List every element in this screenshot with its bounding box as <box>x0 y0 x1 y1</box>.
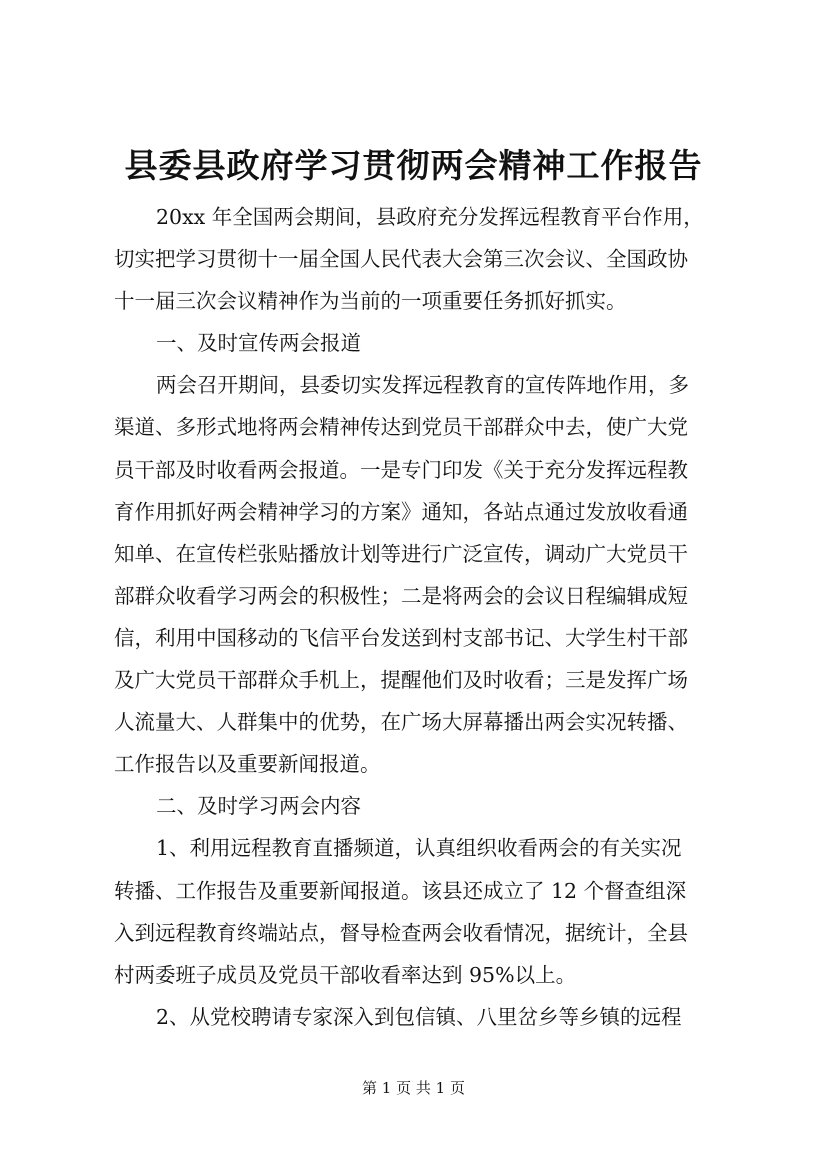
section-heading: 二、及时学习两会内容 <box>156 794 361 819</box>
body-line: 十一届三次会议精神作为当前的一项重要任务抓好抓实。 <box>114 289 627 314</box>
body-line: 人流量大、人群集中的优势，在广场大屏幕播出两会实况转播、 <box>114 710 688 735</box>
body-line: 切实把学习贯彻十一届全国人民代表大会第三次会议、全国政协 <box>114 247 688 272</box>
body-line: 渠道、多形式地将两会精神传达到党员干部群众中去，使广大党 <box>114 415 688 440</box>
body-line: 入到远程教育终端站点，督导检查两会收看情况，据统计，全县 <box>114 920 688 945</box>
body-line: 及广大党员干部群众手机上，提醒他们及时收看；三是发挥广场 <box>114 668 688 693</box>
body-line: 转播、工作报告及重要新闻报道。该县还成立了 12 个督查组深 <box>114 878 687 903</box>
body-line: 员干部及时收看两会报道。一是专门印发《关于充分发挥远程教 <box>114 457 688 482</box>
body-line: 村两委班子成员及党员干部收看率达到 95%以上。 <box>114 962 577 987</box>
body-line: 2、从党校聘请专家深入到包信镇、八里岔乡等乡镇的远程 <box>156 1004 682 1029</box>
body-line: 育作用抓好两会精神学习的方案》通知，各站点通过发放收看通 <box>114 499 688 524</box>
page-footer: 第 1 页 共 1 页 <box>362 1079 465 1097</box>
body-line: 1、利用远程教育直播频道，认真组织收看两会的有关实况 <box>156 836 682 861</box>
body-line: 部群众收看学习两会的积极性；二是将两会的会议日程编辑成短 <box>114 583 688 608</box>
body-line: 20xx 年全国两会期间，县政府充分发挥远程教育平台作用， <box>156 205 704 229</box>
document-body <box>114 196 734 1038</box>
body-line: 工作报告以及重要新闻报道。 <box>114 752 381 777</box>
section-heading: 一、及时宣传两会报道 <box>156 331 361 356</box>
body-line: 知单、在宣传栏张贴播放计划等进行广泛宣传，调动广大党员干 <box>114 541 688 566</box>
body-line: 信，利用中国移动的飞信平台发送到村支部书记、大学生村干部 <box>114 625 688 650</box>
body-line: 两会召开期间，县委切实发挥远程教育的宣传阵地作用，多 <box>156 373 689 398</box>
document-title: 县委县政府学习贯彻两会精神工作报告 <box>124 146 703 185</box>
